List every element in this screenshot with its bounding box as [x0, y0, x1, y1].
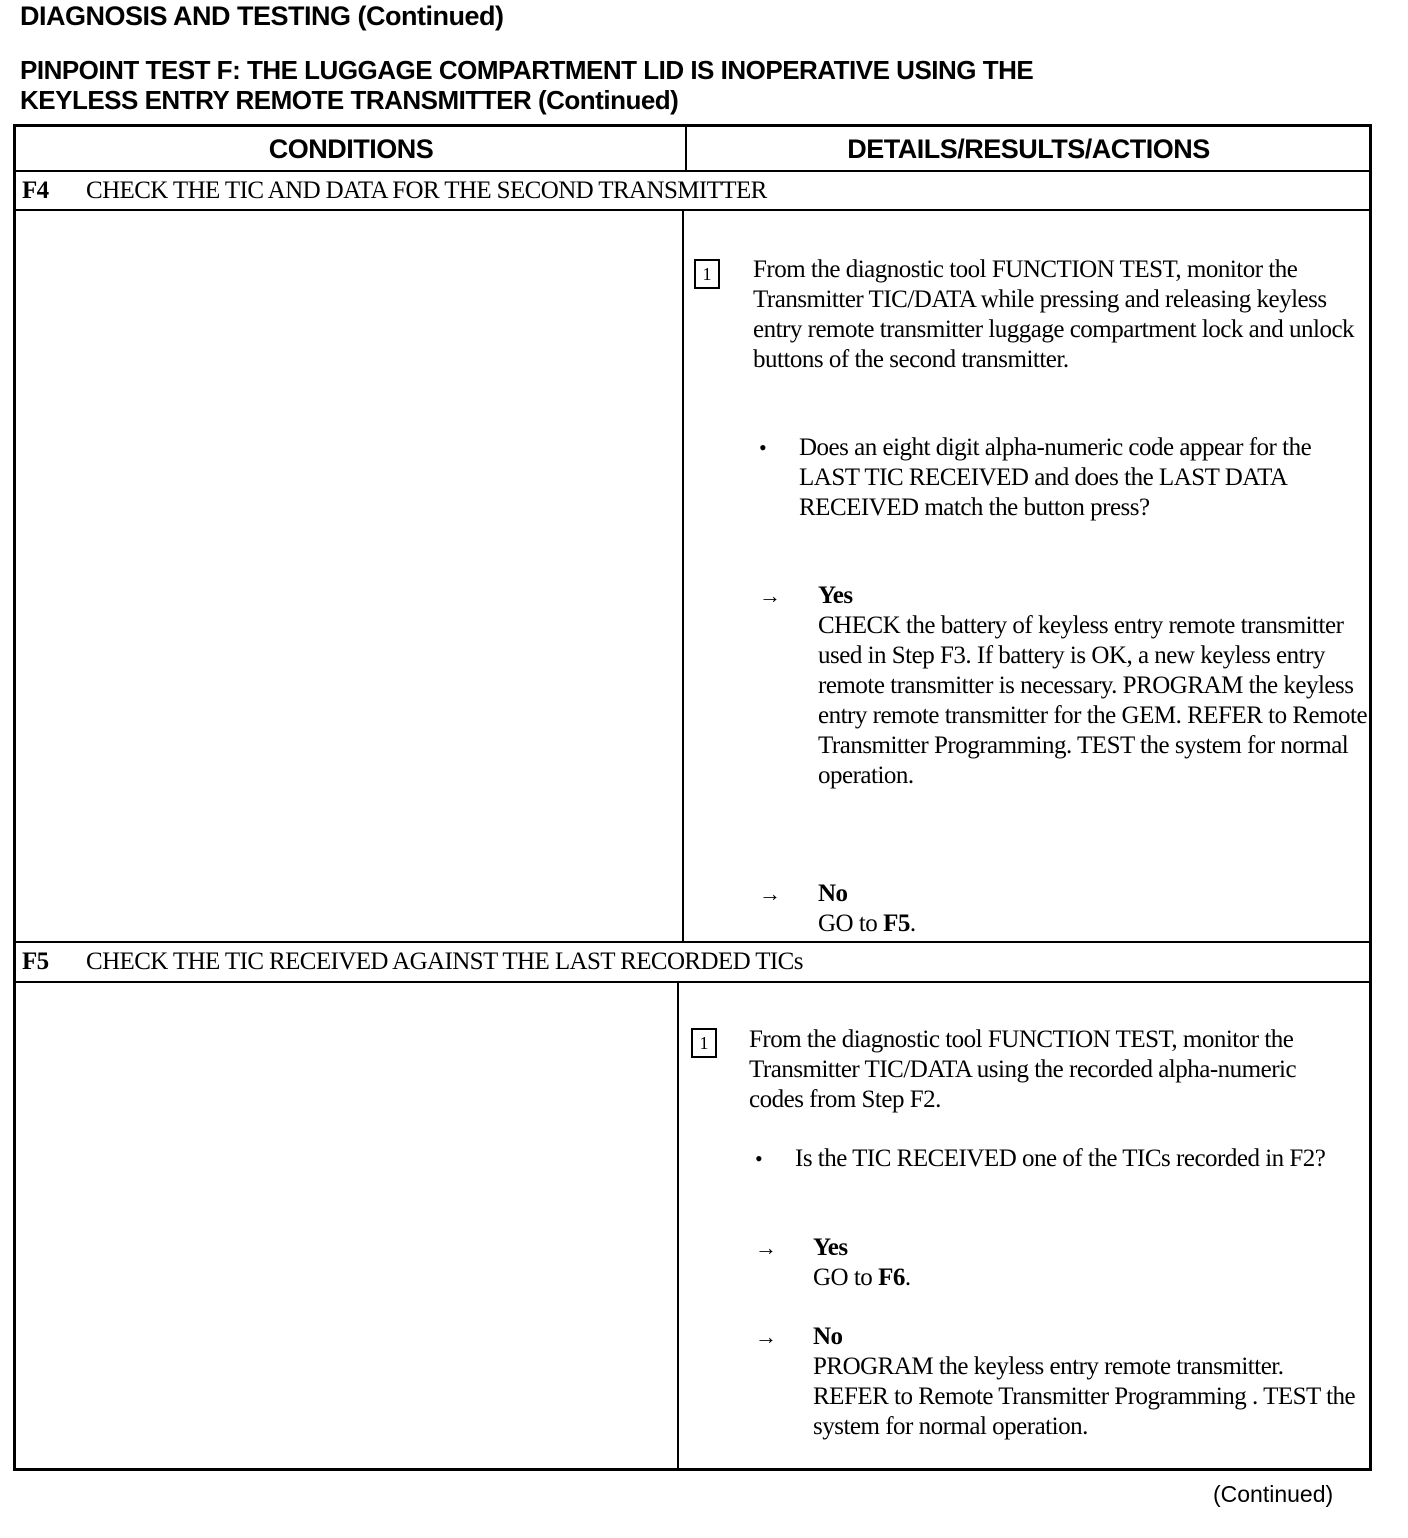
yes-action-text — [813, 1263, 911, 1293]
yes-action-text: CHECK the battery of keyless entry remote transmitter used in Step F3. If battery is OK, a new keyless entry remote transmitter is necessary. PROGRAM the keyless entry remote transmitter for the GEM. REFER to Remote Transmitter Programming. TEST the system for normal operation. — [818, 612, 1368, 789]
no-action-target: F5 — [883, 910, 910, 937]
yes-action-prefix: GO to — [813, 1264, 879, 1291]
no-action-text — [818, 909, 916, 939]
action-number-box: 1 — [691, 1028, 717, 1058]
action-text: From the diagnostic tool FUNCTION TEST, monitor the Transmitter TIC/DATA while pressing and releasing keyless entry remote transmitter luggage compartment lock and unlock buttons of the second transmitter. — [753, 256, 1355, 373]
yes-action-target: F6 — [878, 1264, 905, 1291]
arrow-right-icon: → — [755, 1324, 777, 1349]
step-row-f5 — [22, 943, 803, 981]
arrow-right-icon: → — [755, 1235, 777, 1260]
arrow-right-icon: → — [759, 881, 781, 906]
continued-footer: (Continued) — [1213, 1481, 1334, 1507]
no-label: No — [813, 1323, 843, 1350]
page-title: DIAGNOSIS AND TESTING (Continued) — [20, 1, 504, 31]
step-id: F4 — [22, 177, 49, 204]
yes-action-suffix: . — [904, 1264, 911, 1291]
question-text: Is the TIC RECEIVED one of the TICs recorded in F2? — [795, 1145, 1326, 1172]
no-action-text: PROGRAM the keyless entry remote transmitter. REFER to Remote Transmitter Programming . TEST the system for normal operation. — [813, 1353, 1356, 1440]
step-id: F5 — [22, 948, 49, 975]
step-title: CHECK THE TIC AND DATA FOR THE SECOND TRANSMITTER — [86, 177, 767, 204]
pinpoint-title-line-1: PINPOINT TEST F: THE LUGGAGE COMPARTMENT LID IS INOPERATIVE USING THE — [20, 55, 1034, 85]
pinpoint-test-table — [13, 124, 1372, 1471]
step-row-f4 — [22, 172, 767, 210]
column-divider — [677, 983, 679, 1471]
column-header-conditions: CONDITIONS — [268, 134, 434, 164]
action-number-box: 1 — [694, 259, 720, 289]
bullet-icon: • — [759, 435, 767, 460]
no-label: No — [818, 880, 848, 907]
table-divider — [16, 981, 1369, 983]
action-text: From the diagnostic tool FUNCTION TEST, monitor the Transmitter TIC/DATA using the recorded alpha-numeric codes from Step F2. — [749, 1026, 1297, 1113]
no-action-suffix: . — [909, 910, 916, 937]
column-divider — [685, 127, 687, 170]
yes-label: Yes — [813, 1234, 848, 1261]
pinpoint-test-title — [20, 55, 1033, 115]
column-header-details: DETAILS/RESULTS/ACTIONS — [847, 134, 1210, 164]
yes-label: Yes — [818, 582, 853, 609]
pinpoint-title-line-2: KEYLESS ENTRY REMOTE TRANSMITTER (Continued) — [20, 85, 679, 115]
column-divider — [682, 211, 684, 941]
question-text: Does an eight digit alpha-numeric code appear for the LAST TIC RECEIVED and does the LAST DATA RECEIVED match the button press? — [799, 434, 1312, 521]
step-title: CHECK THE TIC RECEIVED AGAINST THE LAST RECORDED TICs — [86, 948, 803, 975]
bullet-icon: • — [755, 1146, 763, 1171]
no-action-prefix: GO to — [818, 910, 884, 937]
arrow-right-icon: → — [759, 583, 781, 608]
